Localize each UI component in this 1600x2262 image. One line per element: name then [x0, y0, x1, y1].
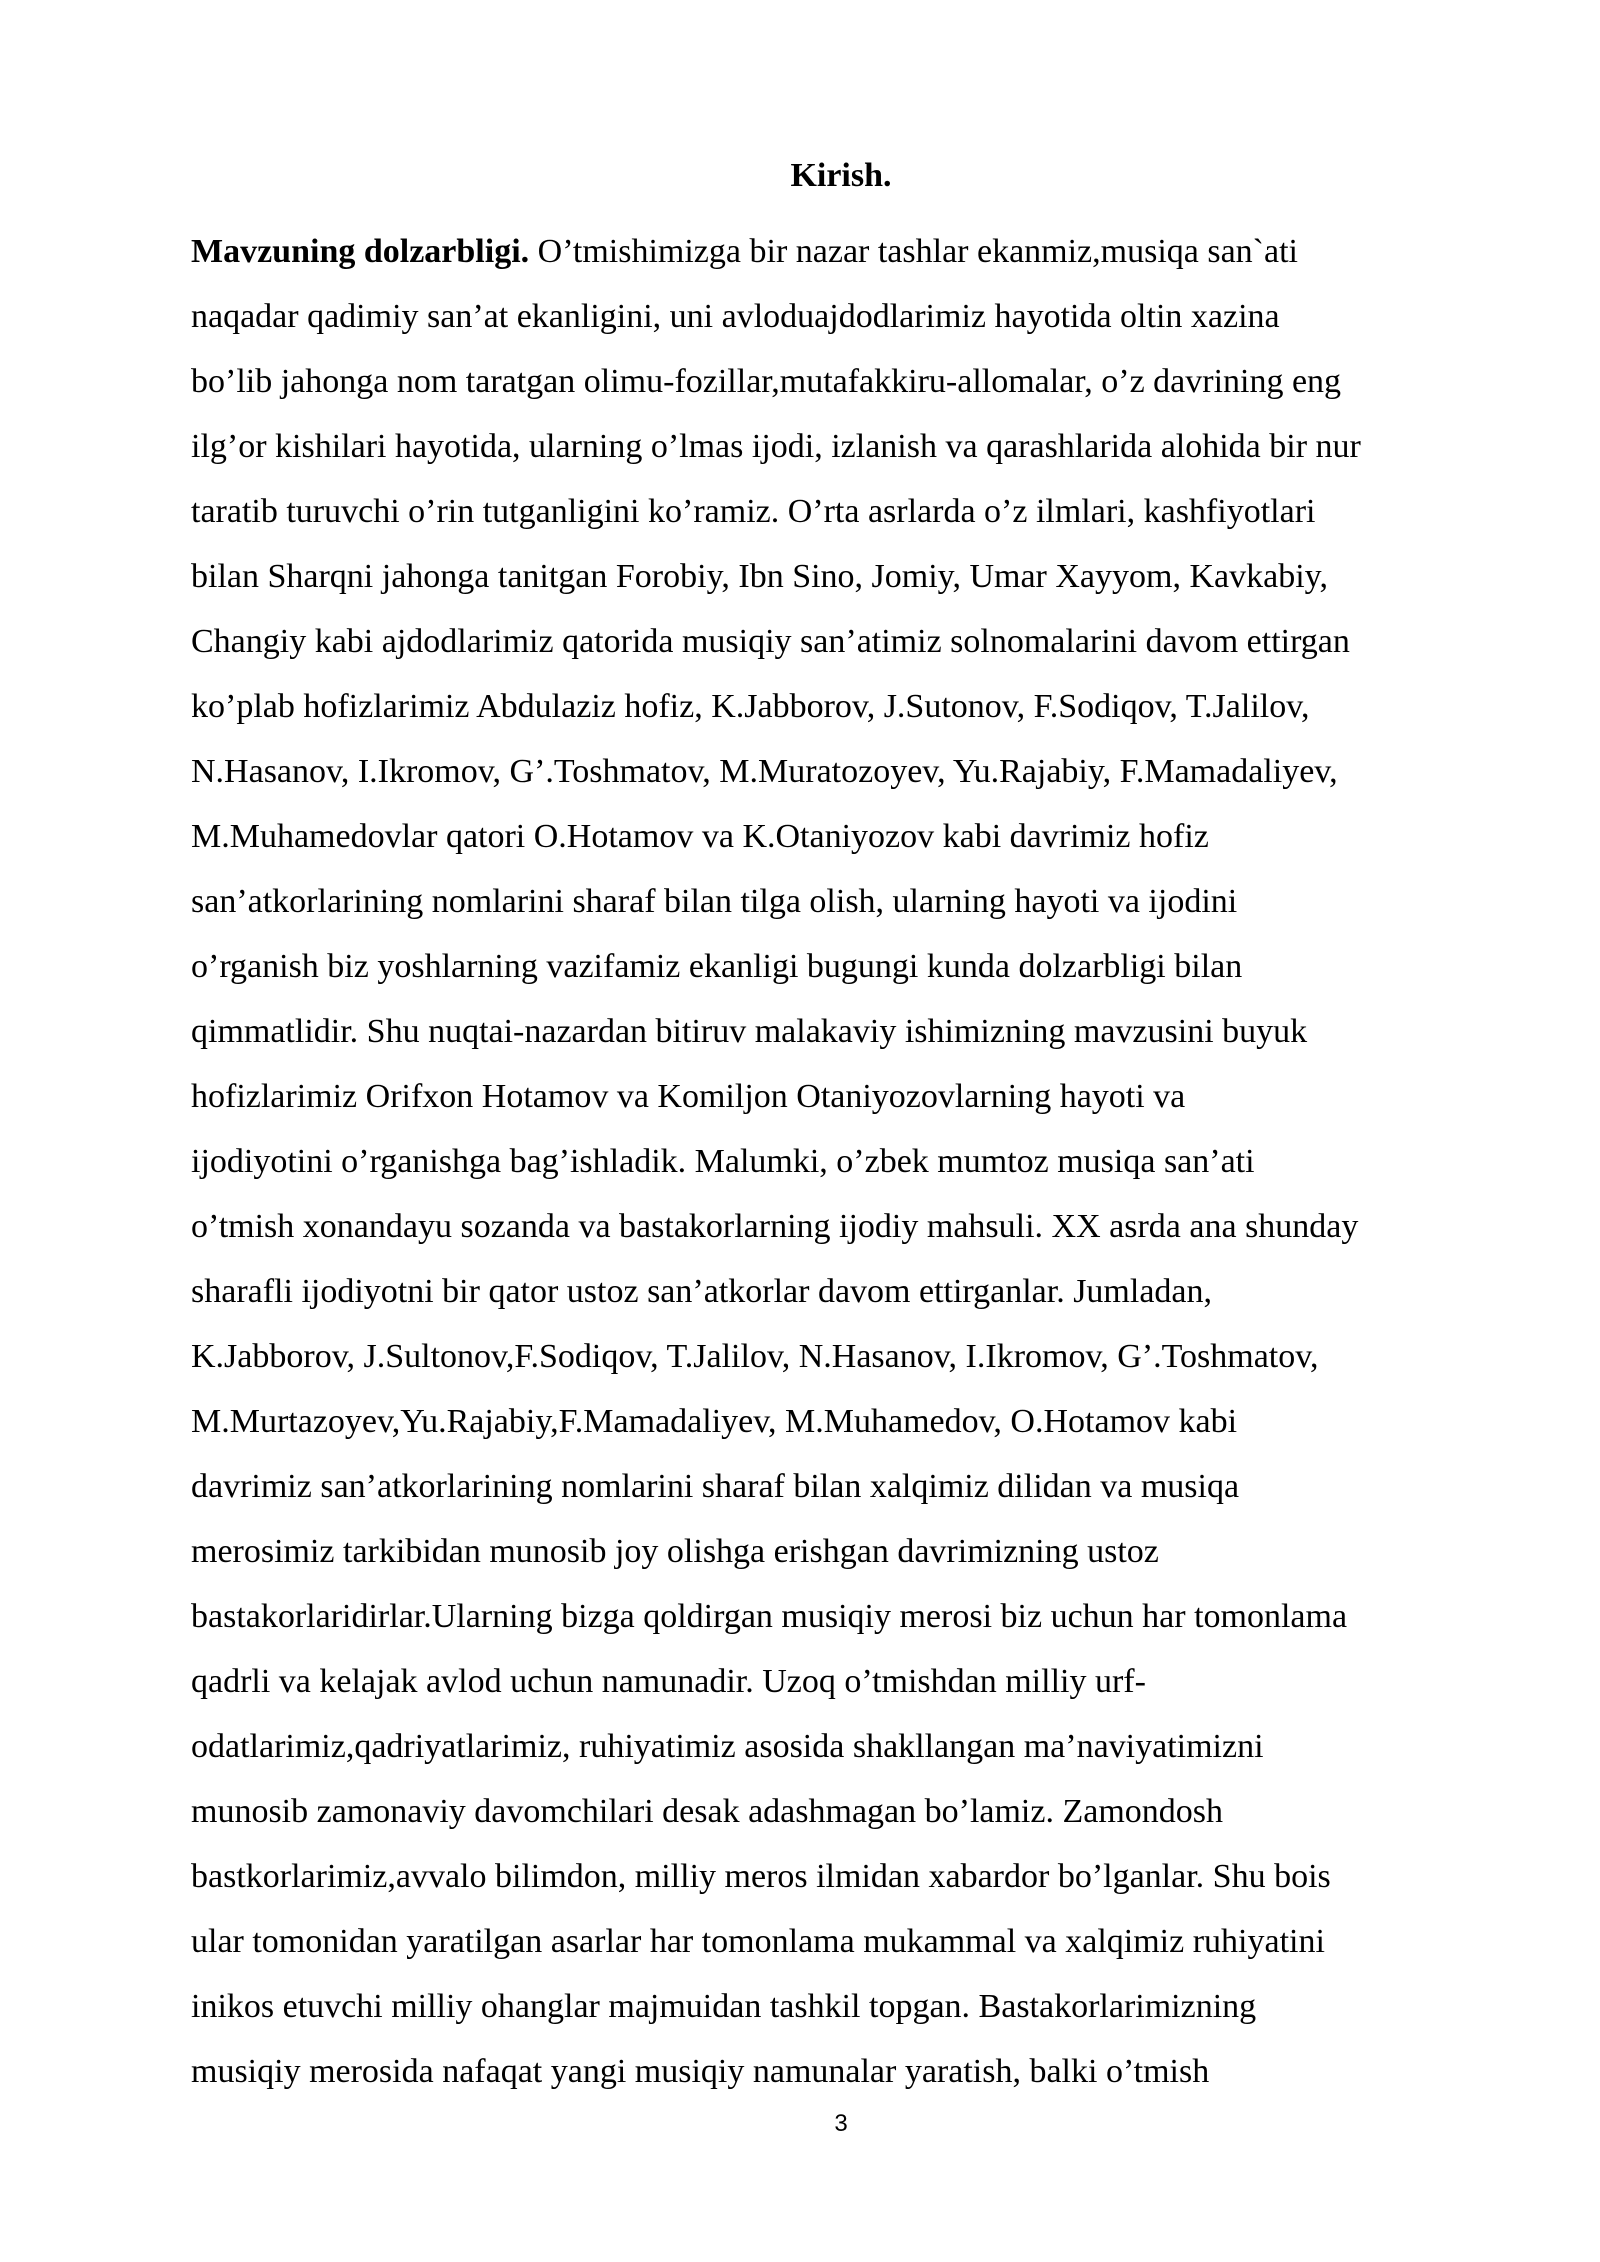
text-line: naqadar qadimiy san’at ekanligini, uni avloduajdodlarimiz hayotida oltin xazina	[191, 298, 1280, 335]
text-line: o’tmish xonandayu sozanda va bastakorlarning ijodiy mahsuli. XX asrda ana shunday	[191, 1208, 1359, 1245]
text-line: merosimiz tarkibidan munosib joy olishga erishgan davrimizning ustoz	[191, 1533, 1159, 1570]
text-line: Changiy kabi ajdodlarimiz qatorida musiqiy san’atimiz solnomalarini davom ettirgan	[191, 623, 1350, 660]
text-line: qadrli va kelajak avlod uchun namunadir. Uzoq o’tmishdan milliy urf-	[191, 1663, 1146, 1700]
text-line: hofizlarimiz Orifxon Hotamov va Komiljon Otaniyozovlarning hayoti va	[191, 1078, 1186, 1115]
text-line: M.Murtazoyev,Yu.Rajabiy,F.Mamadaliyev, M.Muhamedov, O.Hotamov kabi	[191, 1403, 1238, 1440]
text-line-1-rest: O’tmishimizga bir nazar tashlar ekanmiz,musiqa san`ati	[529, 233, 1298, 270]
text-line: ular tomonidan yaratilgan asarlar har tomonlama mukammal va xalqimiz ruhiyatini	[191, 1923, 1325, 1960]
text-line: sharafli ijodiyotni bir qator ustoz san’atkorlar davom ettirganlar. Jumladan,	[191, 1273, 1212, 1310]
text-line: davrimiz san’atkorlarining nomlarini sharaf bilan xalqimiz dilidan va musiqa	[191, 1468, 1240, 1505]
section-title: Kirish.	[790, 157, 892, 194]
text-line: inikos etuvchi milliy ohanglar majmuidan tashkil topgan. Bastakorlarimizning	[191, 1988, 1257, 2025]
text-line: bo’lib jahonga nom taratgan olimu-fozillar,mutafakkiru-allomalar, o’z davrining eng	[191, 363, 1342, 400]
text-line: N.Hasanov, I.Ikromov, G’.Toshmatov, M.Muratozoyev, Yu.Rajabiy, F.Mamadaliyev,	[191, 753, 1338, 790]
text-line: bilan Sharqni jahonga tanitgan Forobiy, Ibn Sino, Jomiy, Umar Xayyom, Kavkabiy,	[191, 558, 1328, 595]
text-line: o’rganish biz yoshlarning vazifamiz ekanligi bugungi kunda dolzarbligi bilan	[191, 948, 1243, 985]
text-line: M.Muhamedovlar qatori O.Hotamov va K.Otaniyozov kabi davrimiz hofiz	[191, 818, 1209, 855]
text-line: munosib zamonaviy davomchilari desak adashmagan bo’lamiz. Zamondosh	[191, 1793, 1224, 1830]
text-line: musiqiy merosida nafaqat yangi musiqiy namunalar yaratish, balki o’tmish	[191, 2053, 1210, 2090]
text-line: taratib turuvchi o’rin tutganligini ko’ramiz. O’rta asrlarda o’z ilmlari, kashfiyotlari	[191, 493, 1316, 530]
text-line-1	[191, 219, 1491, 284]
text-line: qimmatlidir. Shu nuqtai-nazardan bitiruv malakaviy ishimizning mavzusini buyuk	[191, 1013, 1308, 1050]
text-line: odatlarimiz,qadriyatlarimiz, ruhiyatimiz asosida shakllangan ma’naviyatimizni	[191, 1728, 1264, 1765]
page-number: 3	[834, 2110, 848, 2137]
text-line: K.Jabborov, J.Sultonov,F.Sodiqov, T.Jalilov, N.Hasanov, I.Ikromov, G’.Toshmatov,	[191, 1338, 1319, 1375]
text-line: san’atkorlarining nomlarini sharaf bilan tilga olish, ularning hayoti va ijodini	[191, 883, 1238, 920]
text-line: bastkorlarimiz,avvalo bilimdon, milliy meros ilmidan xabardor bo’lganlar. Shu bois	[191, 1858, 1331, 1895]
text-line: ijodiyotini o’rganishga bag’ishladik. Malumki, o’zbek mumtoz musiqa san’ati	[191, 1143, 1255, 1180]
text-line: bastakorlaridirlar.Ularning bizga qoldirgan musiqiy merosi biz uchun har tomonlama	[191, 1598, 1348, 1635]
body-paragraph	[191, 219, 1491, 2104]
text-line: ilg’or kishilari hayotida, ularning o’lmas ijodi, izlanish va qarashlarida alohida bir nur	[191, 428, 1361, 465]
section-lead: Mavzuning dolzarbligi.	[191, 233, 530, 270]
text-line: ko’plab hofizlarimiz Abdulaziz hofiz, K.Jabborov, J.Sutonov, F.Sodiqov, T.Jalilov,	[191, 688, 1310, 725]
